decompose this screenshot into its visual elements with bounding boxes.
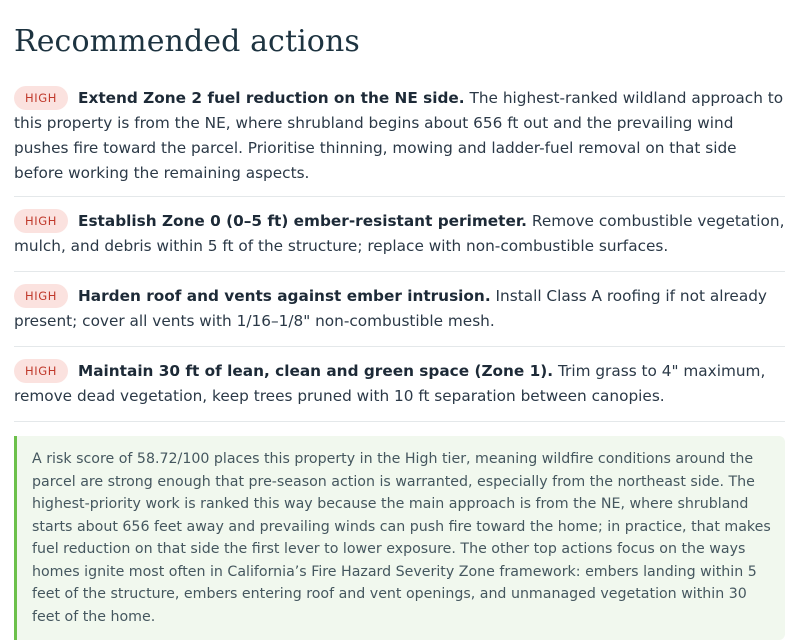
priority-badge: HIGH [14,284,68,308]
priority-badge: HIGH [14,359,68,383]
action-title: Establish Zone 0 (0–5 ft) ember-resistant perimeter. [78,212,527,230]
action-description: Remove combustible vegetation, mulch, and debris within 5 ft of the structure; replace with non-combustible surfaces. [14,212,785,255]
action-item [14,272,785,347]
risk-summary-text: A risk score of 58.72/100 places this property in the High tier, meaning wildfire conditions around the parcel are strong enough that pre-season action is warranted, especially from the northeast side. The highest-priority work is ranked this way because the main approach is from the NE, where shrubland starts about 656 feet away and prevailing winds can push fire toward the home; in practice, that makes fuel reduction on that side the first lever to lower exposure. The other top actions focus on the ways homes ignite most often in California’s Fire Hazard Severity Zone framework: embers landing within 5 feet of the structure, embers entering roof and vent openings, and unmanaged vegetation within 30 feet of the home. [32,451,771,625]
action-item [14,347,785,422]
action-description: The highest-ranked wildland approach to this property is from the NE, where shrubland begins about 656 ft out and the prevailing wind pushes fire toward the parcel. Prioritise thinning, mowing and ladder-fuel removal on that side before working the remaining aspects. [14,89,784,182]
action-item [14,80,785,197]
priority-badge: HIGH [14,209,68,233]
page-title: Recommended actions [14,24,360,59]
priority-badge: HIGH [14,86,68,110]
action-item [14,197,785,272]
action-description: Install Class A roofing if not already present; cover all vents with 1/16–1/8" non-combustible mesh. [14,287,767,330]
action-list [14,80,785,422]
action-title: Harden roof and vents against ember intrusion. [78,287,491,305]
action-description: Trim grass to 4" maximum, remove dead vegetation, keep trees pruned with 10 ft separation between canopies. [14,362,766,405]
action-title: Maintain 30 ft of lean, clean and green space (Zone 1). [78,362,554,380]
action-title: Extend Zone 2 fuel reduction on the NE side. [78,89,465,107]
risk-summary-callout [14,436,785,640]
